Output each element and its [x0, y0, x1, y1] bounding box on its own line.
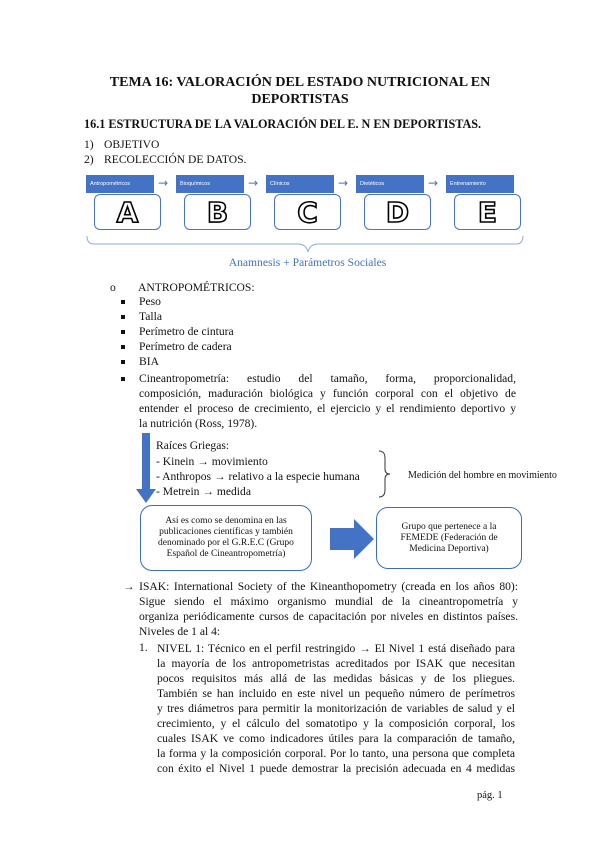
title-line-2: DEPORTISTAS	[251, 92, 349, 107]
list-item	[84, 138, 160, 153]
list-number: 2)	[84, 153, 94, 166]
square-bullet	[121, 315, 125, 319]
step-header-bioquimicos: Bioquímicos	[176, 175, 244, 193]
list-item	[84, 153, 247, 168]
raices-line: - Kinein → movimiento	[156, 455, 268, 468]
list-item: Perímetro de cadera	[139, 340, 232, 353]
paragraph-line: composición, maduración biológica y función corporal con el objetivo de	[139, 387, 516, 400]
horizontal-brace	[86, 234, 526, 258]
square-bullet	[121, 330, 125, 334]
raices-line: - Anthropos → relativo a la especie humana	[156, 470, 360, 483]
paragraph-line: organiza periódicamente cursos de capacitación por niveles en distintos países.	[139, 610, 518, 623]
raices-line: - Metrein → medida	[156, 485, 251, 498]
cineantropometria-paragraph	[139, 371, 516, 431]
arrow-icon: →	[248, 176, 259, 190]
paragraph-line: → ISAK: International Society of the Kineanthopometry (creada en los años 80):	[123, 580, 518, 593]
paragraph-line: Sigue siendo el máximo organismo mundial de la cineantropometría y	[139, 595, 518, 608]
diagram-caption: Anamnesis + Parámetros Sociales	[228, 256, 387, 269]
paragraph-line: NIVEL 1: Técnico en el perfil restringido → El Nivel 1 está diseñado para	[157, 642, 515, 655]
paragraph-line: la mayoría de los antropometristas acreditados por ISAK que necesitan	[157, 657, 515, 670]
square-bullet	[121, 360, 125, 364]
step-letter-c: C	[274, 194, 341, 230]
paragraph-line: entender el proceso de crecimiento, el ejercicio y el rendimiento deportivo y	[139, 402, 516, 415]
list-item: Perímetro de cintura	[139, 325, 234, 338]
paragraph-line: la nutrición (Ross, 1978).	[139, 417, 258, 430]
paragraph-line: Niveles de 1 al 4:	[139, 625, 221, 638]
paragraph-line: Cineantropometría: estudio del tamaño, forma, proporcionalidad,	[139, 372, 516, 385]
paragraph-line: la forma y la composición corporal. Por lo tanto, una persona que completa	[157, 747, 515, 760]
arrow-icon: →	[338, 176, 349, 190]
paragraph-line: cuales ISAK ve como indicadores útiles para la comparación de tamaño,	[157, 732, 515, 745]
step-header-entrenamiento: Entrenamiento	[446, 175, 514, 193]
page-number: pág. 1	[477, 790, 503, 801]
paragraph-line: pocos requisitos más allá de las medidas básicas y de los pliegues.	[157, 672, 515, 685]
nivel-number: 1.	[139, 641, 148, 654]
step-letter-d: D	[364, 194, 431, 230]
list-item: Peso	[139, 295, 161, 308]
right-arrow-icon	[330, 519, 374, 559]
arrow-icon: →	[428, 176, 439, 190]
square-bullet	[121, 300, 125, 304]
step-letter-a: A	[94, 194, 161, 230]
raices-heading: Raíces Griegas:	[156, 439, 230, 452]
section-heading: 16.1 ESTRUCTURA DE LA VALORACIÓN DEL E. N EN DEPORTISTAS.	[84, 117, 482, 131]
title-line-1: TEMA 16: VALORACIÓN DEL ESTADO NUTRICIONAL EN	[109, 75, 491, 90]
square-bullet	[121, 377, 125, 381]
paragraph-line: con éxito el Nivel 1 puede demostrar la precisión adecuada en 4 medidas	[157, 762, 515, 775]
isak-paragraph	[123, 579, 518, 639]
right-brace	[378, 450, 392, 498]
left-info-box	[140, 505, 312, 571]
list-item: Talla	[139, 310, 163, 323]
step-letter-e: E	[454, 194, 521, 230]
document-title	[60, 74, 540, 108]
brace-note: Medición del hombre en movimiento	[408, 470, 557, 481]
list-text: OBJETIVO	[104, 138, 160, 151]
paragraph-line: crecimiento, y el cálculo del somatotipo y la composición corporal, los	[157, 717, 515, 730]
right-info-text: Grupo que pertenece a la FEMEDE (Federación de Medicina Deportiva)	[400, 521, 498, 554]
paragraph-line: También se han incluido en este nivel un pequeño número de perímetros	[157, 687, 515, 700]
square-bullet	[121, 345, 125, 349]
antropometricos-heading: ANTROPOMÉTRICOS:	[138, 281, 255, 294]
paragraph-line: y tres diámetros para permitir la monitorización de variables de salud y el	[157, 702, 515, 715]
step-header-clinicos: Clínicos	[266, 175, 334, 193]
right-info-box	[376, 507, 522, 569]
down-arrow-icon	[136, 433, 158, 505]
arrow-icon: →	[158, 176, 169, 190]
circle-bullet: o	[110, 281, 116, 294]
left-info-text: Así es como se denomina en las publicaciones científicas y también denominado por el G.R.E.C (Grupo Español de Cineantropometría)	[158, 516, 294, 559]
step-header-dieteticos: Dietéticos	[356, 175, 424, 193]
list-item: BIA	[139, 355, 159, 368]
step-letter-b: B	[184, 194, 251, 230]
nivel-1-paragraph	[157, 641, 515, 776]
list-number: 1)	[84, 138, 94, 151]
list-text: RECOLECCIÓN DE DATOS.	[104, 153, 247, 166]
step-header-antropometricos: Antropométricos	[86, 175, 154, 193]
